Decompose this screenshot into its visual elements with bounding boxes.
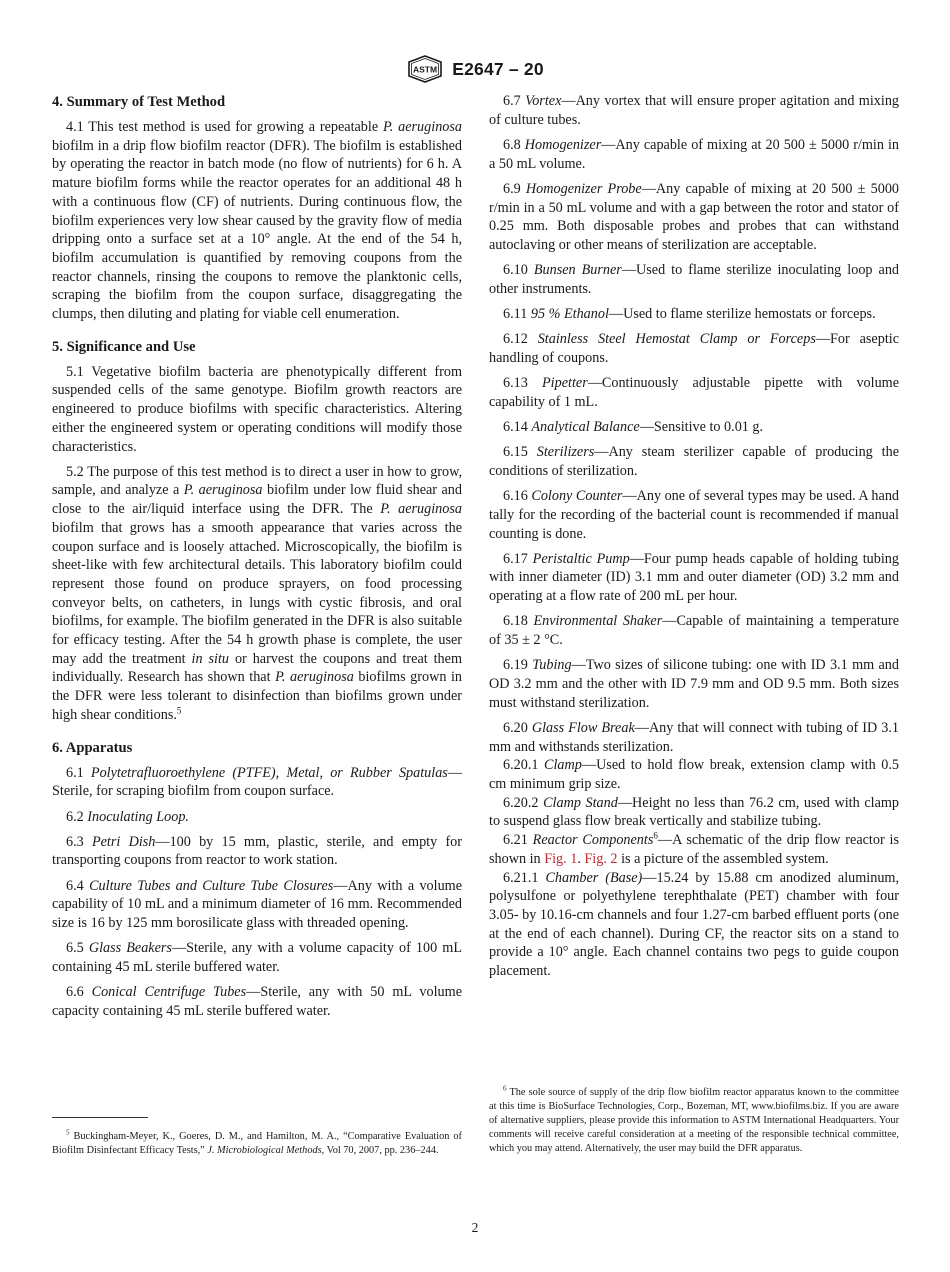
apparatus-item: 6.4 Culture Tubes and Culture Tube Closures—Any with a volume capability of 10 mL and a minimum diameter of 16 mm. Recommended size is 16 by 125 mm borosilicate glass with threaded opening. [52, 877, 463, 932]
section-5-heading: 5. Significance and Use [52, 338, 196, 355]
fig-2-link[interactable]: Fig. 2 [584, 850, 618, 867]
apparatus-item: 6.19 Tubing—Two sizes of silicone tubing: one with ID 3.1 mm and OD 3.2 mm and the other with ID 7.9 mm and OD 9.5 mm. Both sizes must withstand sterilization. [489, 657, 899, 711]
apparatus-item: 6.7 Vortex—Any vortex that will ensure proper agitation and mixing of culture tubes. [489, 93, 900, 128]
apparatus-item: 6.12 Stainless Steel Hemostat Clamp or Forceps—For aseptic handling of coupons. [489, 331, 899, 366]
apparatus-item: 6.16 Colony Counter—Any one of several types may be used. A hand tally for the recording of the bacterial count is recommended if manual counting is done. [489, 488, 900, 542]
standard-designation: E2647 – 20 [452, 58, 544, 79]
apparatus-item: 6.3 Petri Dish—100 by 15 mm, plastic, sterile, and empty for transporting coupons from reactor to work station. [52, 833, 462, 869]
apparatus-item: 6.20.1 Clamp—Used to hold flow break, extension clamp with 0.5 cm minimum grip size. [489, 757, 899, 792]
page-header [0, 54, 950, 84]
section-6-heading: 6. Apparatus [52, 739, 133, 756]
page-number: 2 [471, 1220, 479, 1235]
paragraph-5-1: 5.1 Vegetative biofilm bacteria are phenotypically different from suspended cells of the same genotype. Biofilm growth reactors are engineered to produce biofilms with specific characteristics. Altering either the engineered system or operating conditions will modify those characteristics. [52, 363, 462, 455]
apparatus-item: 6.13 Pipetter—Continuously adjustable pipette with volume capability of 1 mL. [489, 375, 900, 410]
astm-logo-icon [406, 54, 444, 84]
apparatus-item: 6.15 Sterilizers—Any steam sterilizer capable of producing the conditions of sterilization. [489, 444, 900, 479]
left-column [52, 92, 462, 1027]
apparatus-item: 6.2 Inoculating Loop. [66, 808, 189, 825]
apparatus-item: 6.8 Homogenizer—Any capable of mixing at 20 500 ± 5000 r/min in a 50 mL volume. [489, 136, 900, 172]
footnote-divider [52, 1117, 148, 1118]
paragraph-5-2: 5.2 The purpose of this test method is to direct a user in how to grow, sample, and analyze a P. aeruginosa biofilm under low fluid shear and close to the air/liquid interface using the DFR. The P. aeruginosa biofilm that grows has a smooth appearance that varies across the coupon surface and is loosely attached. Microscopically, the biofilm is sheet-like with few architectural details. This laboratory biofilm could represent those found on produce sprayers, on food processing conveyor belts, on catheters, in lungs with cystic fibrosis, and oral biofilms, for example. The biofilm generated in the DFR is also suitable for efficacy testing. After the 54 h growth phase is complete, the user may add the treatment in situ or harvest the coupons and treat them individually. Research has shown that P. aeruginosa biofilms grown in the DFR were less tolerant to disinfection than biofilms grown under high shear conditions.$^5$ [52, 463, 462, 723]
paragraph-4-1: 4.1 This test method is used for growing a repeatable P. aeruginosa biofilm in a drip flow biofilm reactor (DFR). The biofilm is established by operating the reactor in batch mode (no flow of nutrients) for 6 h. A mature biofilm forms while the reactor operates for an additional 48 h with a continuous flow (CF) of nutrients. During continuous flow, the biofilm experiences very low shear caused by the gravity flow of media dripping onto a surface set at a 10° angle. At the end of the 54 h, biofilm accumulation is quantified by removing coupons from the reactor channels, rinsing the coupons to remove the planktonic cells, scraping the biofilm from the coupon surface, disaggregating the clumps, then diluting and plating for viable cell enumeration. [52, 119, 462, 323]
paragraph-6-21: 6.21 Reactor Components$^6$—A schematic of the drip flow reactor is shown in Fig. 1. Fig. 2 is a picture of the assembled system. [489, 830, 899, 867]
footnote-area-right [489, 1072, 899, 1156]
apparatus-item: 6.1 Polytetrafluoroethylene (PTFE), Metal, or Rubber Spatulas—Sterile, for scraping biofilm from coupon surface. [52, 764, 462, 800]
footnote-5: $^5$ Buckingham-Meyer, K., Goeres, D. M., and Hamilton, M. A., “Comparative Evaluation of Biofilm Disinfectant Efficacy Tests,” J. Microbiological Methods, Vol 70, 2007, pp. 236–244. [52, 1128, 462, 1157]
paragraph-6-21-1: 6.21.1 Chamber (Base)—15.24 by 15.88 cm anodized aluminum, polysulfone or polyethylene terephthalate (PET) chamber with four 3.05- by 10.16-cm channels and four 1.27-cm barbed effluent ports (one at the end of each channel). During CF, the reactor sits on a stand to provide a 10° angle. Each channel contains two pegs to guide coupon placement. [489, 869, 900, 980]
fig-1-link[interactable]: Fig. 1 [544, 850, 578, 867]
footnote-ref-5: 5 [176, 705, 182, 716]
svg-text:ASTM: ASTM [413, 64, 438, 75]
apparatus-item: 6.20 Glass Flow Break—Any that will connect with tubing of ID 3.1 mm and withstands sterilization. [489, 719, 900, 755]
section-4-heading: 4. Summary of Test Method [52, 94, 226, 110]
apparatus-item: 6.18 Environmental Shaker—Capable of maintaining a temperature of 35 ± 2 °C. [489, 613, 899, 649]
footnote-area-left [52, 1117, 462, 1158]
apparatus-item: 6.9 Homogenizer Probe—Any capable of mixing at 20 500 ± 5000 r/min in a 50 mL volume and with a gap between the rotor and stator of 0.25 mm. Both disposable probes and probes that can withstand autoclaving or other means of sterilization are acceptable. [489, 180, 900, 253]
apparatus-item: 6.5 Glass Beakers—Sterile, any with a volume capacity of 100 mL containing 45 mL sterile buffered water. [52, 940, 463, 975]
footnote-6: $^6$ The sole source of supply of the drip flow biofilm reactor apparatus known to the committee at this time is BioSurface Technologies, Corp., Bozeman, MT, www.biofilms.biz. If you are aware of alternative suppliers, please provide this information to ASTM International Headquarters. Your comments will receive careful consideration at a meeting of the responsible technical committee, which you may attend. Alternatively, the user may build the DFR apparatus. [489, 1084, 899, 1155]
apparatus-item: 6.14 Analytical Balance—Sensitive to 0.01 g. [503, 419, 764, 436]
apparatus-list-right [489, 92, 899, 831]
apparatus-item: 6.6 Conical Centrifuge Tubes—Sterile, any with 50 mL volume capacity containing 45 mL sterile buffered water. [52, 984, 462, 1019]
apparatus-item: 6.20.2 Clamp Stand—Height no less than 76.2 cm, used with clamp to suspend glass flow break vertically and stabilize tubing. [489, 794, 899, 830]
apparatus-item: 6.10 Bunsen Burner—Used to flame sterilize inoculating loop and other instruments. [489, 262, 900, 297]
apparatus-item: 6.11 95 % Ethanol—Used to flame sterilize hemostats or forceps. [503, 306, 876, 323]
apparatus-item: 6.17 Peristaltic Pump—Four pump heads capable of holding tubing with inner diameter (ID) 3.1 mm and outer diameter (OD) 3.2 mm and operating at a flow rate of 200 mL per hour. [489, 550, 899, 605]
apparatus-list-left [52, 764, 462, 1021]
footnote-ref-6: 6 [653, 830, 658, 841]
right-column [489, 92, 899, 981]
